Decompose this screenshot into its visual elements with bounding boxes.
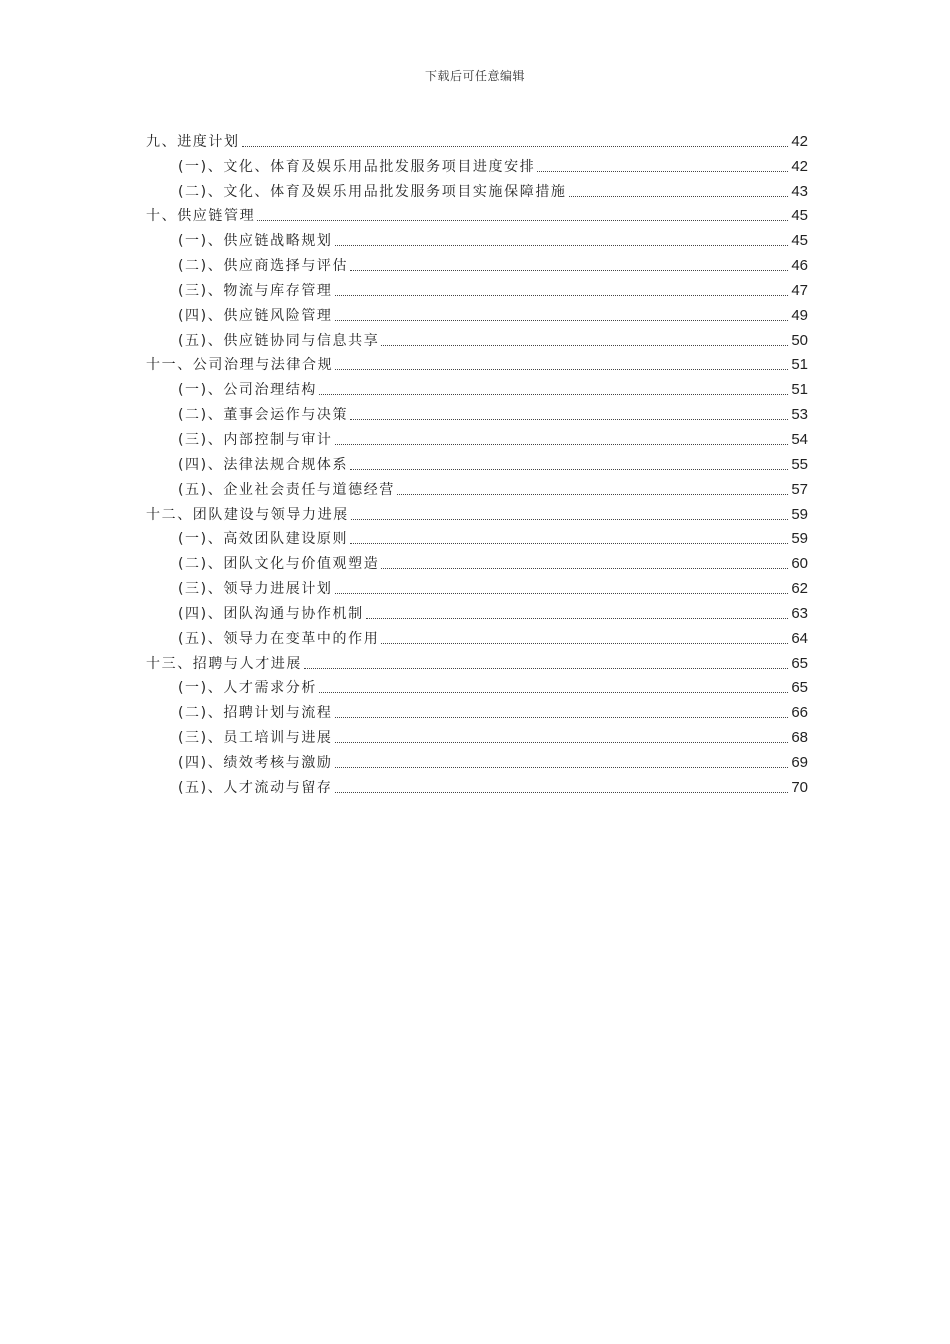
toc-entry-page-number: 49	[791, 306, 808, 324]
toc-entry-page-number: 51	[791, 356, 808, 374]
toc-entry-page-number: 53	[791, 406, 808, 424]
toc-dot-leader	[335, 245, 788, 246]
toc-dot-leader	[381, 643, 788, 644]
toc-entry-title: (二)、团队文化与价值观塑造	[178, 556, 380, 573]
page-header: 下载后可任意编辑	[424, 69, 525, 83]
toc-section-entry[interactable]	[146, 623, 808, 648]
toc-entry-page-number: 59	[791, 530, 808, 548]
toc-dot-leader	[335, 593, 788, 594]
toc-entry-title: (五)、供应链协同与信息共享	[178, 332, 380, 349]
toc-dot-leader	[319, 692, 788, 693]
toc-entry-title: (二)、董事会运作与决策	[178, 407, 349, 424]
toc-section-entry[interactable]	[146, 300, 808, 325]
toc-dot-leader	[257, 220, 788, 221]
toc-entry-title: (二)、文化、体育及娱乐用品批发服务项目实施保障措施	[178, 183, 567, 200]
toc-entry-title: 十一、公司治理与法律合规	[146, 357, 334, 374]
toc-entry-page-number: 50	[791, 331, 808, 349]
toc-entry-page-number: 45	[791, 207, 808, 225]
toc-section-entry[interactable]	[146, 474, 808, 499]
table-of-contents	[146, 126, 808, 797]
toc-section-entry[interactable]	[146, 697, 808, 722]
toc-section-entry[interactable]	[146, 747, 808, 772]
toc-entry-title: (三)、物流与库存管理	[178, 282, 333, 299]
toc-dot-leader	[335, 320, 788, 321]
toc-entry-page-number: 42	[791, 132, 808, 150]
toc-section-entry[interactable]	[146, 524, 808, 549]
toc-section-entry[interactable]	[146, 548, 808, 573]
toc-entry-title: (五)、人才流动与留存	[178, 779, 333, 796]
toc-entry-page-number: 65	[791, 654, 808, 672]
toc-entry-page-number: 60	[791, 555, 808, 573]
toc-entry-page-number: 63	[791, 604, 808, 622]
toc-section-entry[interactable]	[146, 325, 808, 350]
toc-entry-page-number: 59	[791, 505, 808, 523]
toc-entry-title: (四)、团队沟通与协作机制	[178, 605, 364, 622]
toc-dot-leader	[242, 146, 788, 147]
toc-section-entry[interactable]	[146, 399, 808, 424]
toc-section-entry[interactable]	[146, 176, 808, 201]
toc-section-entry[interactable]	[146, 722, 808, 747]
toc-dot-leader	[366, 618, 788, 619]
toc-entry-page-number: 47	[791, 281, 808, 299]
toc-chapter-entry[interactable]	[146, 350, 808, 375]
toc-chapter-entry[interactable]	[146, 126, 808, 151]
toc-entry-page-number: 70	[791, 778, 808, 796]
toc-dot-leader	[350, 469, 788, 470]
toc-entry-title: (三)、员工培训与进展	[178, 730, 333, 747]
toc-entry-page-number: 55	[791, 455, 808, 473]
toc-entry-page-number: 66	[791, 704, 808, 722]
toc-entry-title: (一)、文化、体育及娱乐用品批发服务项目进度安排	[178, 158, 536, 175]
toc-dot-leader	[351, 519, 788, 520]
toc-entry-title: (四)、供应链风险管理	[178, 307, 333, 324]
toc-entry-title: (五)、企业社会责任与道德经营	[178, 481, 395, 498]
toc-dot-leader	[335, 767, 788, 768]
toc-entry-title: (四)、绩效考核与激励	[178, 754, 333, 771]
toc-section-entry[interactable]	[146, 772, 808, 797]
toc-entry-page-number: 46	[791, 257, 808, 275]
toc-section-entry[interactable]	[146, 424, 808, 449]
toc-dot-leader	[319, 394, 788, 395]
toc-dot-leader	[350, 419, 788, 420]
toc-dot-leader	[381, 345, 788, 346]
toc-entry-title: (一)、供应链战略规划	[178, 233, 333, 250]
toc-chapter-entry[interactable]	[146, 201, 808, 226]
toc-dot-leader	[335, 792, 788, 793]
toc-entry-title: 十三、招聘与人才进展	[146, 655, 302, 672]
toc-dot-leader	[381, 568, 788, 569]
toc-dot-leader	[569, 196, 788, 197]
toc-entry-page-number: 62	[791, 580, 808, 598]
toc-entry-page-number: 43	[791, 182, 808, 200]
toc-section-entry[interactable]	[146, 250, 808, 275]
toc-entry-page-number: 57	[791, 480, 808, 498]
toc-dot-leader	[350, 543, 788, 544]
toc-dot-leader	[335, 717, 788, 718]
toc-entry-page-number: 64	[791, 629, 808, 647]
toc-dot-leader	[335, 742, 788, 743]
toc-entry-title: 十二、团队建设与领导力进展	[146, 506, 349, 523]
toc-entry-page-number: 68	[791, 729, 808, 747]
toc-section-entry[interactable]	[146, 374, 808, 399]
toc-section-entry[interactable]	[146, 449, 808, 474]
toc-dot-leader	[397, 494, 788, 495]
toc-entry-title: (三)、领导力进展计划	[178, 581, 333, 598]
toc-section-entry[interactable]	[146, 673, 808, 698]
toc-entry-title: (二)、招聘计划与流程	[178, 705, 333, 722]
toc-entry-title: (三)、内部控制与审计	[178, 431, 333, 448]
toc-chapter-entry[interactable]	[146, 648, 808, 673]
toc-entry-title: (五)、领导力在变革中的作用	[178, 630, 380, 647]
toc-section-entry[interactable]	[146, 598, 808, 623]
toc-entry-title: (一)、人才需求分析	[178, 680, 317, 697]
toc-entry-page-number: 42	[791, 157, 808, 175]
toc-dot-leader	[537, 171, 788, 172]
toc-entry-page-number: 69	[791, 753, 808, 771]
toc-dot-leader	[335, 295, 788, 296]
toc-entry-title: (二)、供应商选择与评估	[178, 258, 349, 275]
toc-dot-leader	[335, 444, 788, 445]
toc-entry-title: 十、供应链管理	[146, 208, 256, 225]
toc-dot-leader	[350, 270, 788, 271]
toc-entry-page-number: 51	[791, 381, 808, 399]
toc-section-entry[interactable]	[146, 573, 808, 598]
toc-dot-leader	[335, 369, 788, 370]
toc-section-entry[interactable]	[146, 151, 808, 176]
toc-chapter-entry[interactable]	[146, 499, 808, 524]
toc-entry-page-number: 45	[791, 232, 808, 250]
toc-entry-page-number: 54	[791, 430, 808, 448]
toc-entry-page-number: 65	[791, 679, 808, 697]
toc-entry-title: (一)、公司治理结构	[178, 382, 317, 399]
toc-dot-leader	[304, 668, 788, 669]
toc-section-entry[interactable]	[146, 225, 808, 250]
toc-entry-title: (一)、高效团队建设原则	[178, 531, 349, 548]
toc-entry-title: 九、进度计划	[146, 133, 240, 150]
toc-section-entry[interactable]	[146, 275, 808, 300]
toc-entry-title: (四)、法律法规合规体系	[178, 456, 349, 473]
